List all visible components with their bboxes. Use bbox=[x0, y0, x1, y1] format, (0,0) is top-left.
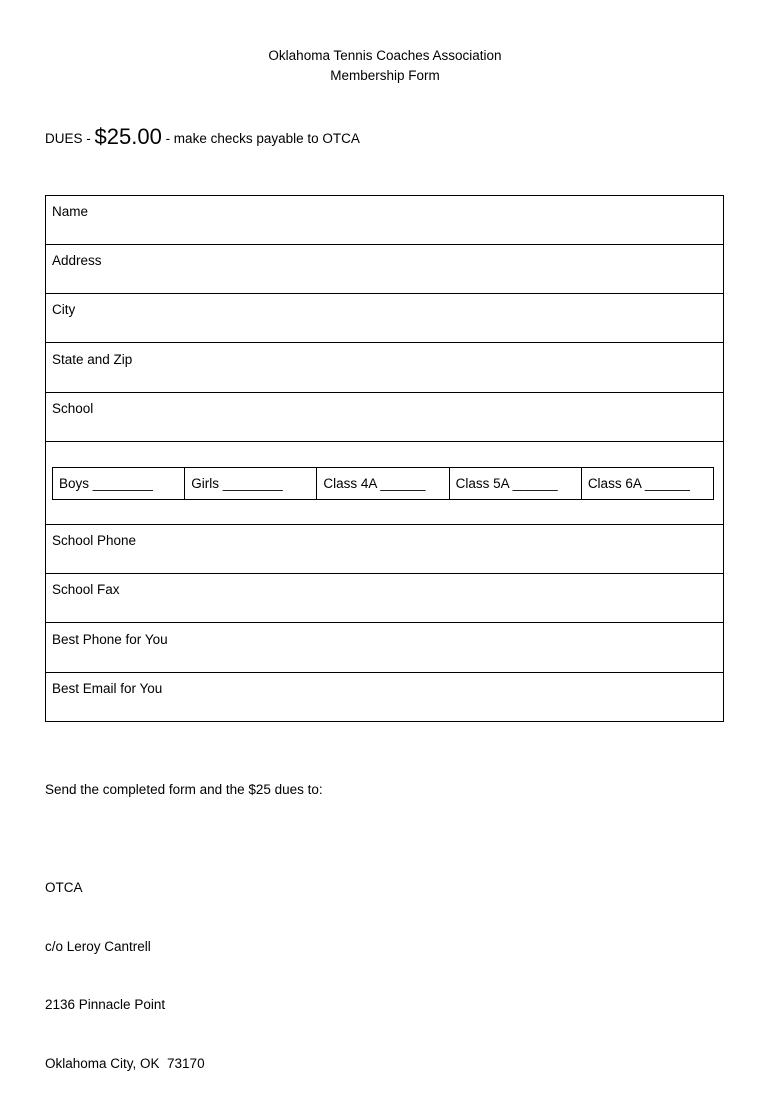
class-6a-field[interactable]: Class 6A ______ bbox=[587, 476, 690, 491]
address-line-street: 2136 Pinnacle Point bbox=[45, 997, 166, 1012]
name-field-label: Name bbox=[52, 204, 89, 219]
dues-payable-note: - make checks payable to OTCA bbox=[161, 131, 360, 146]
name-field[interactable] bbox=[46, 196, 723, 245]
school-field[interactable] bbox=[46, 393, 723, 442]
dues-line bbox=[45, 124, 360, 150]
address-field[interactable] bbox=[46, 245, 723, 294]
boys-category-field[interactable]: Boys ________ bbox=[53, 468, 185, 499]
membership-form-table bbox=[45, 195, 724, 722]
address-line-care-of: c/o Leroy Cantrell bbox=[45, 938, 151, 954]
school-fax-field[interactable] bbox=[46, 574, 723, 623]
girls-category-field[interactable]: Girls ________ bbox=[185, 468, 317, 499]
best-email-field-label: Best Email for You bbox=[52, 681, 163, 696]
form-subtitle: Membership Form bbox=[330, 68, 440, 83]
school-field-label: School bbox=[52, 401, 94, 416]
city-field[interactable] bbox=[46, 294, 723, 343]
form-header bbox=[0, 46, 770, 86]
school-fax-field-label: School Fax bbox=[52, 582, 120, 597]
mailing-address bbox=[45, 839, 205, 1093]
best-phone-field[interactable] bbox=[46, 624, 723, 673]
address-field-label: Address bbox=[52, 253, 102, 268]
school-phone-field[interactable] bbox=[46, 525, 723, 574]
state-zip-field[interactable] bbox=[46, 344, 723, 393]
dues-amount: $25.00 bbox=[94, 124, 162, 149]
school-phone-field-label: School Phone bbox=[52, 533, 137, 548]
address-line-organization: OTCA bbox=[45, 880, 83, 895]
organization-title: Oklahoma Tennis Coaches Association bbox=[268, 48, 502, 63]
city-field-label: City bbox=[52, 302, 76, 317]
address-line-city-state-zip: Oklahoma City, OK 73170 bbox=[45, 1055, 205, 1071]
best-email-field[interactable] bbox=[46, 673, 723, 722]
state-zip-field-label: State and Zip bbox=[52, 352, 133, 367]
class-5a-field[interactable]: Class 5A ______ bbox=[450, 468, 582, 499]
best-phone-field-label: Best Phone for You bbox=[52, 632, 168, 647]
dues-prefix: DUES - bbox=[45, 131, 95, 146]
class-4a-field[interactable]: Class 4A ______ bbox=[317, 468, 449, 499]
team-category-row bbox=[46, 443, 723, 525]
team-category-table bbox=[52, 467, 714, 500]
send-instructions: Send the completed form and the $25 dues to: bbox=[45, 782, 323, 797]
